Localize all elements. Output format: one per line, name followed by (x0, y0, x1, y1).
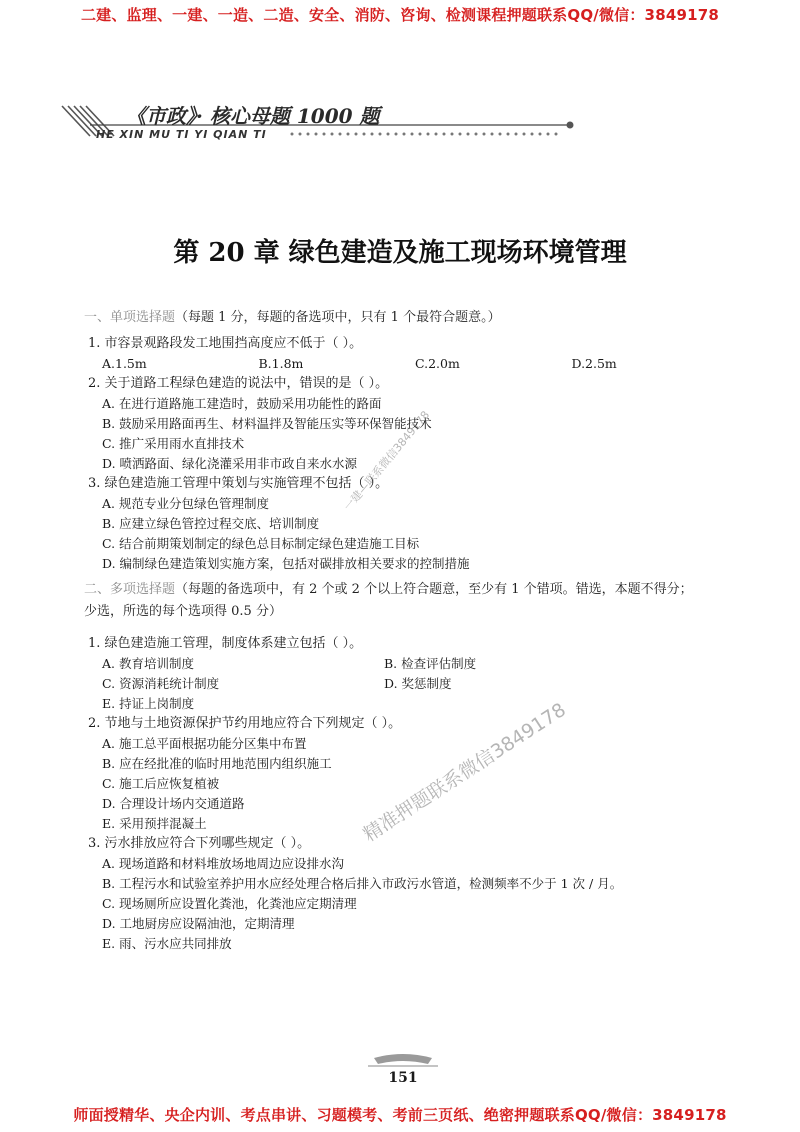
option: B. 工程污水和试验室养护用水应经处理合格后排入市政污水管道，检测频率不少于 1 次 / 月。 (102, 876, 623, 891)
question-body (84, 308, 728, 954)
section-note: （每题 1 分，每题的备选项中，只有 1 个最符合题意。） (175, 310, 501, 325)
option: D. 奖惩制度 (384, 676, 452, 691)
option: E. 雨、污水应共同排放 (102, 936, 232, 951)
section-note-cont: 少选，所选的每个选项得 0.5 分） (84, 604, 282, 619)
option-row (102, 654, 728, 674)
question-stem: 2. 节地与土地资源保护节约用地应符合下列规定（ ）。 (88, 716, 402, 731)
section-name: 二、多项选择题 (84, 582, 176, 597)
single-choice-heading (84, 308, 728, 328)
book-title: 《市政》· 核心母题 1000 题 (126, 104, 380, 128)
question-stem: 2. 关于道路工程绿色建造的说法中，错误的是（ ）。 (88, 376, 389, 391)
option: D. 编制绿色建造策划实施方案，包括对碳排放相关要求的控制措施 (102, 556, 470, 571)
multiple-choice-heading (84, 580, 728, 600)
option: C.2.0m (415, 356, 460, 371)
watermark-small: 一建—联系微信3849178 (341, 408, 433, 514)
question-stem: 3. 污水排放应符合下列哪些规定（ ）。 (88, 836, 311, 851)
page-number: 151 (388, 1070, 418, 1086)
option: B. 应建立绿色管控过程交底、培训制度 (102, 516, 320, 531)
option: A. 施工总平面根据功能分区集中布置 (102, 736, 307, 751)
option: B.1.8m (258, 356, 304, 371)
option: E. 持证上岗制度 (102, 696, 195, 711)
option: D. 工地厨房应设隔油池，定期清理 (102, 916, 295, 931)
option: B. 检查评估制度 (384, 656, 477, 671)
running-header (60, 92, 580, 152)
section-note: （每题的备选项中，有 2 个或 2 个以上符合题意，至少有 1 个错项。错选，本题不得分； (175, 582, 693, 597)
top-promo-banner: 二建、监理、一建、一造、二造、安全、消防、咨询、检测课程押题联系QQ/微信：3849178 (80, 6, 720, 24)
question-stem: 1. 市容景观路段发工地围挡高度应不低于（ ）。 (88, 336, 363, 351)
watermark-large: 精准押题联系微信3849178 (359, 698, 570, 847)
option: B. 鼓励采用路面再生、材料温拌及智能压实等环保智能技术 (102, 416, 432, 431)
option: D.2.5m (571, 356, 617, 371)
option-row (102, 354, 728, 374)
bottom-promo-banner: 师面授精华、央企内训、考点串讲、习题模考、考前三页纸、绝密押题联系QQ/微信：3849178 (73, 1106, 727, 1124)
option: C. 推广采用雨水直排技术 (102, 436, 245, 451)
option: A. 现场道路和材料堆放场地周边应设排水沟 (102, 856, 344, 871)
section-name: 一、单项选择题 (84, 310, 176, 325)
option: C. 结合前期策划制定的绿色总目标制定绿色建造施工目标 (102, 536, 420, 551)
option: D. 合理设计场内交通道路 (102, 796, 245, 811)
option: C. 施工后应恢复植被 (102, 776, 220, 791)
book-title-pinyin: HE XIN MU TI YI QIAN TI (96, 128, 267, 141)
option: C. 现场厕所应设置化粪池，化粪池应定期清理 (102, 896, 357, 911)
option: B. 应在经批准的临时用地范围内组织施工 (102, 756, 332, 771)
chapter-title: 第 20 章 绿色建造及施工现场环境管理 (173, 238, 627, 268)
option: E. 采用预拌混凝土 (102, 816, 207, 831)
page-number-ornament (368, 1050, 438, 1070)
option: A. 规范专业分包绿色管理制度 (102, 496, 269, 511)
option: A.1.5m (102, 356, 147, 371)
option: C. 资源消耗统计制度 (102, 676, 220, 691)
question-stem: 1. 绿色建造施工管理，制度体系建立包括（ ）。 (88, 636, 363, 651)
option: A. 在进行道路施工建造时，鼓励采用功能性的路面 (102, 396, 382, 411)
question-stem: 3. 绿色建造施工管理中策划与实施管理不包括（ ）。 (88, 476, 389, 491)
page-footer (368, 1050, 438, 1086)
option: D. 喷洒路面、绿化浇灌采用非市政自来水水源 (102, 456, 358, 471)
option-row (102, 674, 728, 694)
option: A. 教育培训制度 (102, 656, 194, 671)
